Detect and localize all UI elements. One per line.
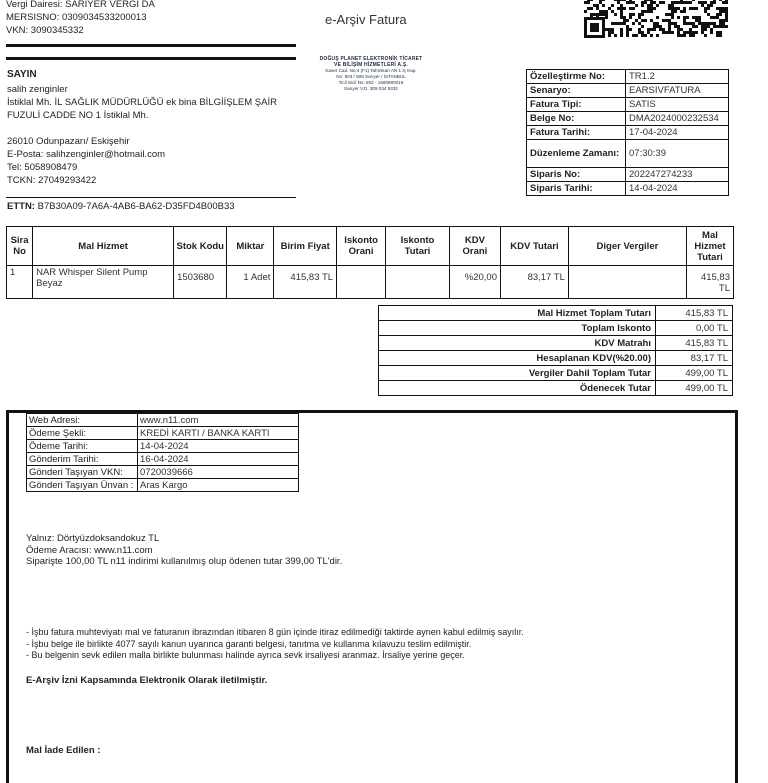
seller-mersis: MERSISNO: 0309034533200013 — [6, 12, 147, 23]
earsiv-statement: E-Arşiv İzni Kapsamında Elektronik Olarak iletilmiştir. — [26, 675, 268, 686]
col-header: Sira No — [7, 227, 33, 266]
meta-value: 17-04-2024 — [626, 126, 729, 140]
meta-key: Düzenleme Zamanı: — [527, 140, 626, 168]
meta-value: 07:30:39 — [626, 140, 729, 168]
meta-key: Özelleştirme No: — [527, 70, 626, 84]
items-table — [6, 226, 734, 299]
seller-vkn: VKN: 3090345332 — [6, 25, 84, 36]
payment-notes — [26, 533, 726, 568]
total-key: Vergiler Dahil Toplam Tutar — [379, 366, 656, 381]
col-header: Stok Kodu — [174, 227, 227, 266]
total-key: Ödenecek Tutar — [379, 381, 656, 396]
buyer-name: salih zenginler — [7, 84, 68, 95]
divider — [6, 44, 296, 47]
meta-row — [527, 168, 729, 182]
total-value: 0,00 TL — [656, 321, 733, 336]
meta-key: Siparis No: — [527, 168, 626, 182]
total-value: 415,83 TL — [656, 336, 733, 351]
buyer-salutation: SAYIN — [7, 69, 37, 80]
meta-key: Fatura Tipi: — [527, 98, 626, 112]
totals-row — [379, 366, 733, 381]
totals-row — [379, 351, 733, 366]
shipping-key: Gönderim Tarihi: — [27, 453, 138, 466]
table-row — [7, 266, 734, 299]
meta-value: 14-04-2024 — [626, 182, 729, 196]
company-name-line2: VE BİLİŞİM HİZMETLERİ A.Ş. — [334, 62, 408, 68]
col-header: Iskonto Orani — [337, 227, 386, 266]
meta-row — [527, 140, 729, 168]
shipping-key: Ödeme Şekli: — [27, 427, 138, 440]
buyer-email: E-Posta: salihzenginler@hotmail.com — [7, 149, 166, 160]
totals-row — [379, 306, 733, 321]
invoice-meta-table — [526, 69, 729, 196]
shipping-key: Ödeme Tarihi: — [27, 440, 138, 453]
meta-value: 202247274233 — [626, 168, 729, 182]
total-value: 499,00 TL — [656, 381, 733, 396]
seller-info — [6, 0, 296, 37]
cell: 1 Adet — [227, 266, 274, 299]
shipping-row — [27, 453, 299, 466]
total-value: 83,17 TL — [656, 351, 733, 366]
cell: %20,00 — [449, 266, 500, 299]
shipping-row — [27, 414, 299, 427]
amount-in-words: Yalnız: Dörtyüzdoksandokuz TL — [26, 533, 160, 544]
returned-label: Mal İade Edilen : — [26, 745, 101, 756]
disclaimer-line: - İşbu fatura muhteviyatı mal ve faturanın ibrazından itibaren 8 gün içinde itiraz edilmediği taktirde aynen kabul edilmiş sayılır. — [26, 627, 524, 637]
disclaimer-line: - Bu belgenin sevk edilen malla birlikte bulunması halinde ayrıca sevk irsaliyesi aranmaz. İrsaliye yerine geçer. — [26, 650, 465, 660]
meta-key: Belge No: — [527, 112, 626, 126]
disclaimers — [26, 627, 726, 662]
document-title: e-Arşiv Fatura — [325, 12, 407, 27]
totals-row — [379, 381, 733, 396]
shipping-row — [27, 479, 299, 492]
total-key: Hesaplanan KDV(%20.00) — [379, 351, 656, 366]
shipping-value: www.n11.com — [138, 414, 299, 427]
shipping-key: Web Adresi: — [27, 414, 138, 427]
company-address-line2: No: 603 / 608 Sarıyer / İSTANBUL — [336, 74, 406, 79]
cell — [337, 266, 386, 299]
shipping-row — [27, 440, 299, 453]
ettn-value: B7B30A09-7A6A-4AB6-BA62-D35FD4B00B33 — [37, 201, 235, 212]
meta-value: EARSIVFATURA — [626, 84, 729, 98]
total-value: 415,83 TL — [656, 306, 733, 321]
shipping-row — [27, 427, 299, 440]
shipping-value: 14-04-2024 — [138, 440, 299, 453]
company-address-line4: Sarıyer V.D. 309 034 5332 — [344, 86, 398, 91]
cell — [386, 266, 450, 299]
meta-row — [527, 70, 729, 84]
qr-code-icon — [584, 0, 728, 38]
cell: 415,83 TL — [686, 266, 733, 299]
col-header: KDV Tutari — [501, 227, 569, 266]
disclaimer-line: - İşbu belge ile birlikte 4077 sayılı kanun uyarınca garanti belgesi, tanıtma ve kullanma kılavuzu teslim edilmiştir. — [26, 638, 472, 649]
buyer-tckn: TCKN: 27049293422 — [7, 175, 97, 186]
cell — [568, 266, 686, 299]
col-header: Iskonto Tutari — [386, 227, 450, 266]
meta-row — [527, 112, 729, 126]
seller-tax-office: Vergi Dairesi: SARIYER VERGİ DA — [6, 0, 155, 10]
col-header: Mal Hizmet Tutari — [686, 227, 733, 266]
shipping-value: KREDİ KARTI / BANKA KARTI — [138, 427, 299, 440]
buyer-city: 26010 Odunpazarı/ Eskişehir — [7, 136, 130, 147]
shipping-info-table — [26, 413, 299, 492]
shipping-value: 16-04-2024 — [138, 453, 299, 466]
shipping-row — [27, 466, 299, 479]
meta-key: Fatura Tarihi: — [527, 126, 626, 140]
cell: 1 — [7, 266, 33, 299]
buyer-address-line2: FUZULİ CADDE NO 1 İstiklal Mh. — [7, 110, 149, 121]
cell: NAR Whisper Silent Pump Beyaz — [33, 266, 174, 299]
buyer-address-line1: İstiklal Mh. İL SAĞLIK MÜDÜRLÜĞÜ ek bina BİLGİİŞLEM ŞAİR — [7, 97, 277, 108]
meta-key: Siparis Tarihi: — [527, 182, 626, 196]
total-key: Toplam Iskonto — [379, 321, 656, 336]
cell: 83,17 TL — [501, 266, 569, 299]
col-header: Mal Hizmet — [33, 227, 174, 266]
total-key: Mal Hizmet Toplam Tutarı — [379, 306, 656, 321]
totals-row — [379, 321, 733, 336]
cell: 415,83 TL — [274, 266, 337, 299]
meta-row — [527, 98, 729, 112]
meta-key: Senaryo: — [527, 84, 626, 98]
total-value: 499,00 TL — [656, 366, 733, 381]
ettn-label: ETTN: — [7, 201, 35, 212]
buyer-phone: Tel: 5058908479 — [7, 162, 78, 173]
company-name-line1: DOĞUŞ PLANET ELEKTRONİK TİCARET — [319, 56, 423, 62]
items-header-row — [7, 227, 734, 266]
col-header: Birim Fiyat — [274, 227, 337, 266]
meta-row — [527, 84, 729, 98]
shipping-key: Gönderi Taşıyan Ünvan : — [27, 479, 138, 492]
buyer-info — [7, 68, 297, 187]
totals-row — [379, 336, 733, 351]
shipping-value: 0720039666 — [138, 466, 299, 479]
divider — [6, 197, 296, 198]
divider — [6, 57, 296, 60]
company-address-line3: Ticil Sicil No: 802 - 1580890019 — [338, 80, 404, 85]
meta-row — [527, 126, 729, 140]
col-header: Miktar — [227, 227, 274, 266]
ettn — [7, 201, 235, 212]
discount-note: Siparişte 100,00 TL n11 indirimi kullanılmış olup ödenen tutar 399,00 TL'dir. — [26, 556, 343, 567]
meta-row — [527, 182, 729, 196]
company-logo — [305, 56, 437, 92]
totals-table — [378, 305, 733, 396]
shipping-value: Aras Kargo — [138, 479, 299, 492]
meta-value: TR1.2 — [626, 70, 729, 84]
col-header: KDV Orani — [449, 227, 500, 266]
company-address-line1: Kaser Cad. No:4 (F1) Tahmikan AN 1 İç Kap. — [325, 68, 417, 73]
shipping-key: Gönderi Taşıyan VKN: — [27, 466, 138, 479]
col-header: Diger Vergiler — [568, 227, 686, 266]
cell: 1503680 — [174, 266, 227, 299]
meta-value: SATIS — [626, 98, 729, 112]
meta-value: DMA2024000232534 — [626, 112, 729, 126]
payment-broker: Ödeme Aracısı: www.n11.com — [26, 544, 153, 556]
total-key: KDV Matrahı — [379, 336, 656, 351]
